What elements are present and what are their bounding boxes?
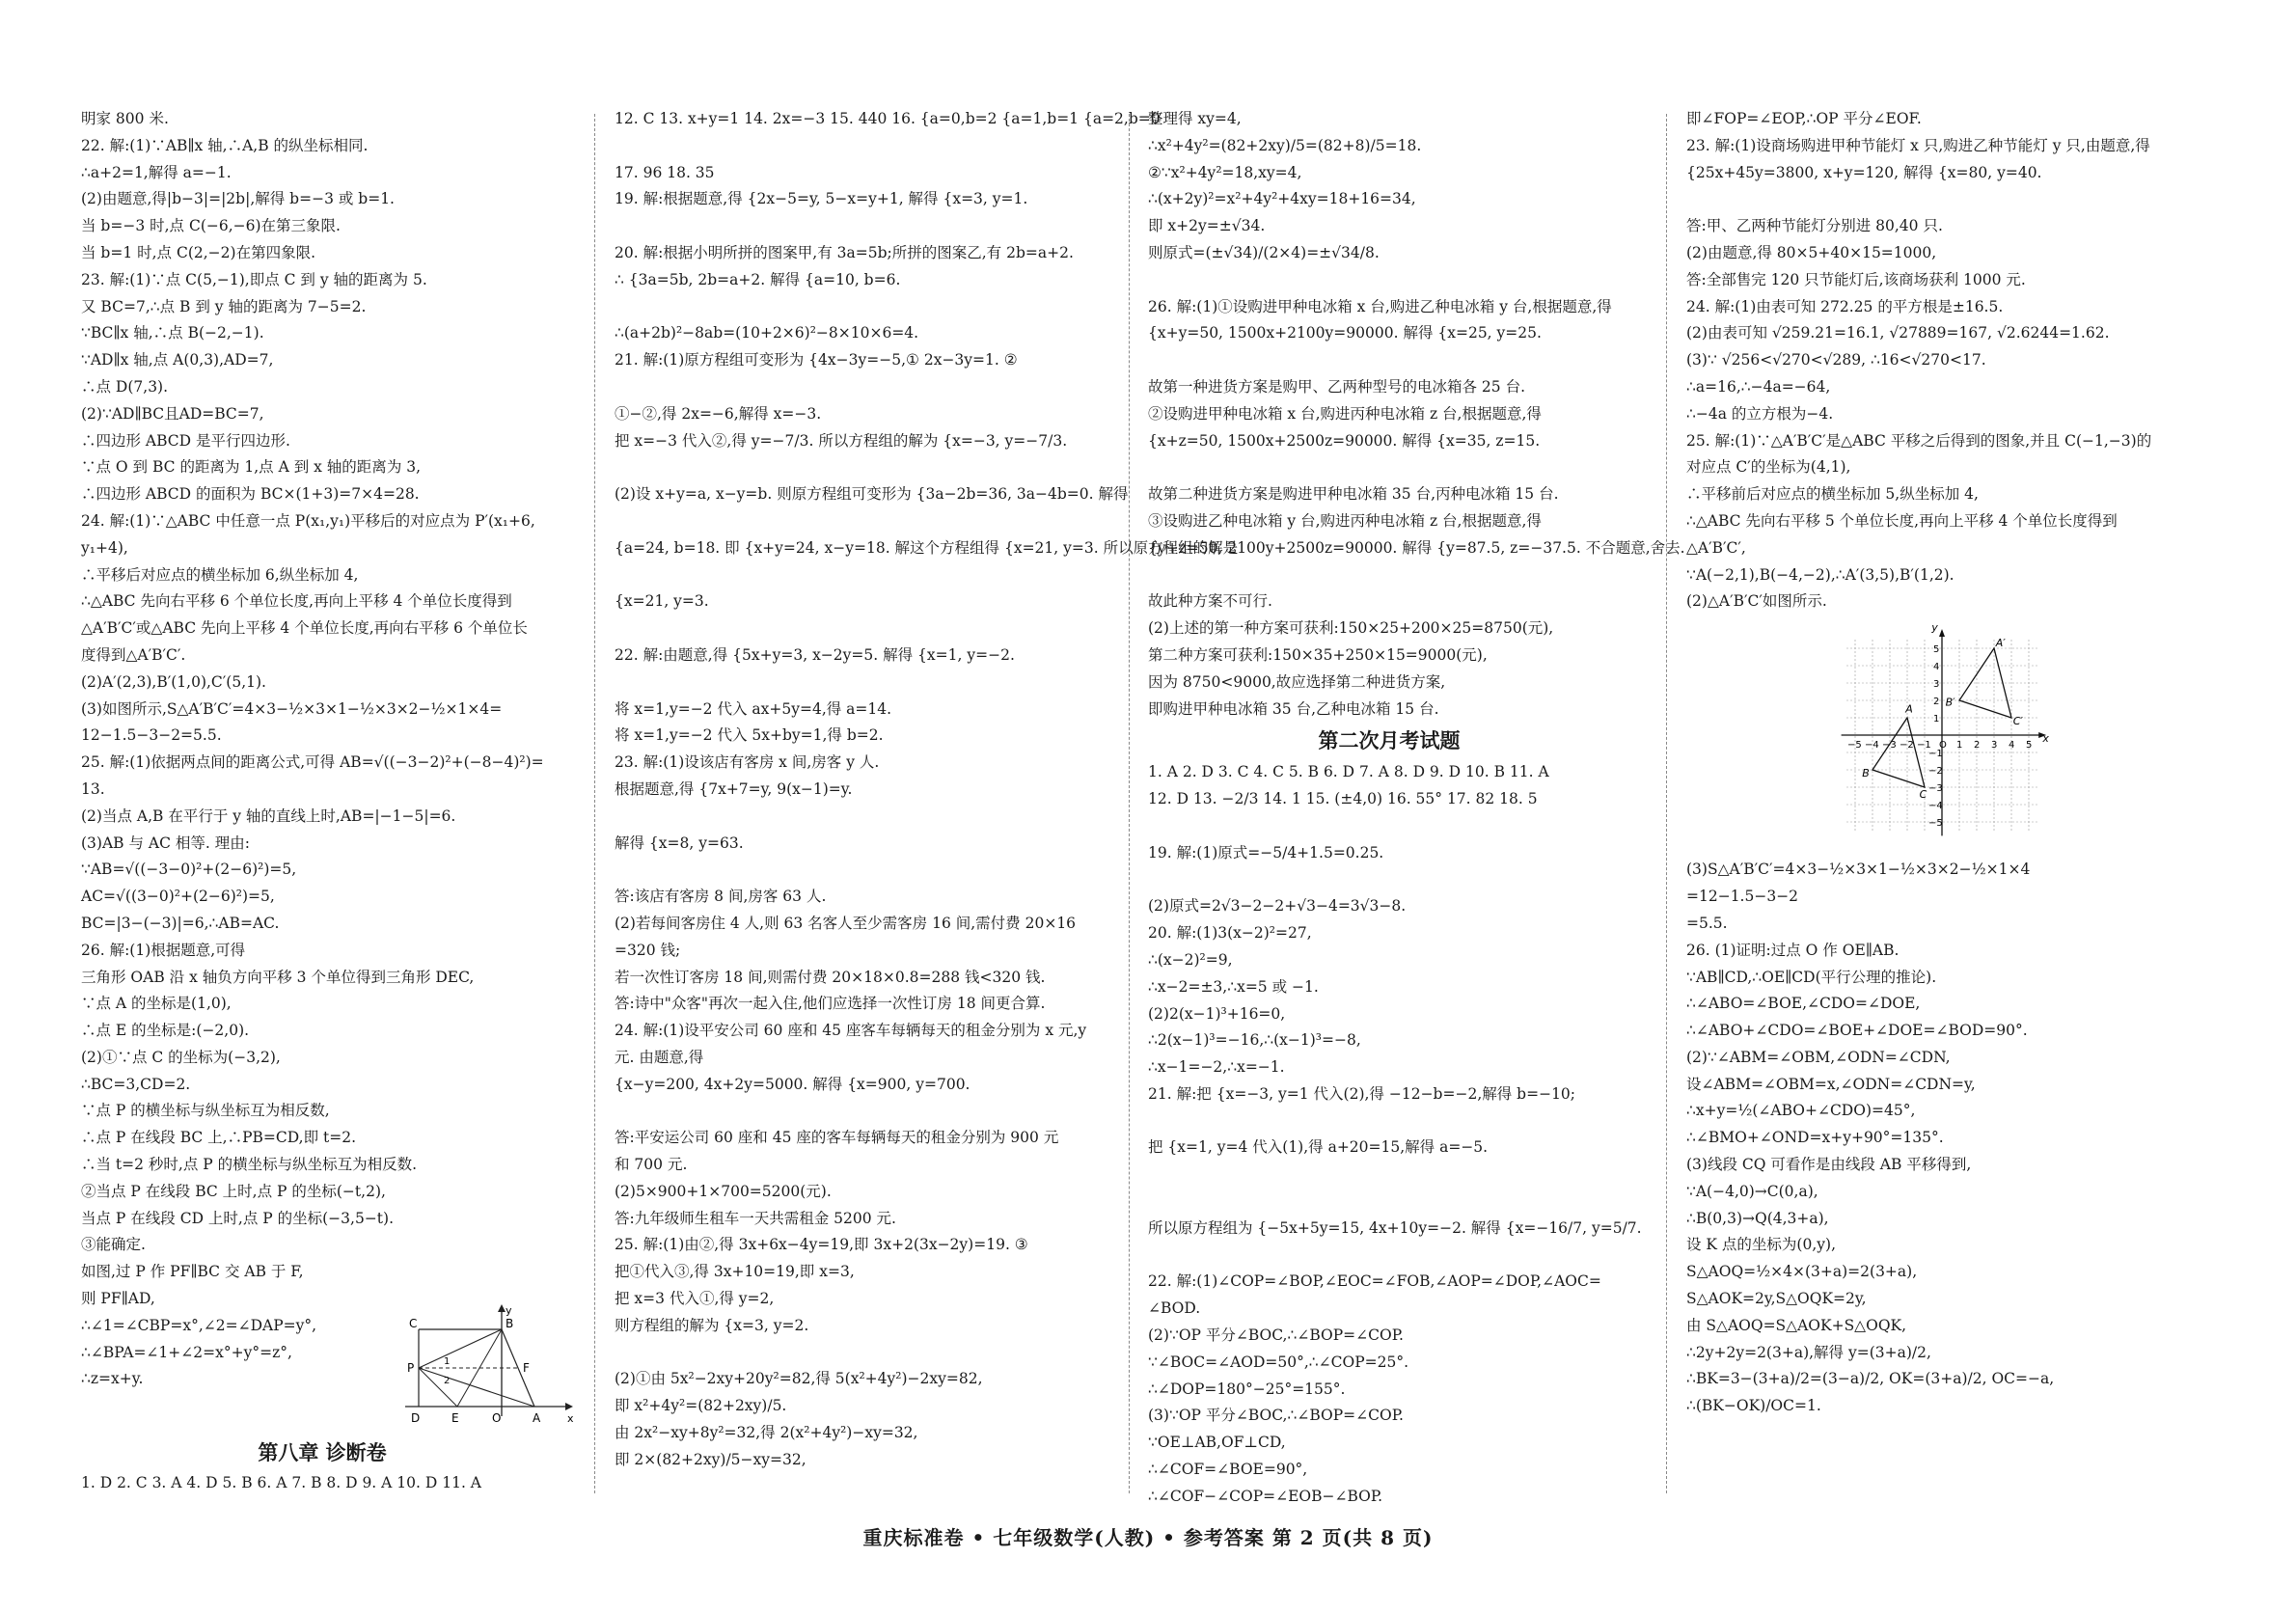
figure-label: x [567, 1412, 574, 1425]
coordinate-grid-figure [1821, 621, 2063, 849]
answer-line [1148, 813, 1630, 840]
answer-line: 19. 解:根据题意,得 {2x−5=y, 5−x=y+1, 解得 {x=3, y=1. [615, 190, 1028, 208]
answer-line: 12. C 13. x+y=1 14. 2x=−3 15. 440 16. {a=0,b=2 {a=1,b=1 {a=2,b=0 [615, 110, 1161, 127]
x-tick-label: −1 [1917, 740, 1931, 751]
x-tick-label: −2 [1900, 740, 1914, 751]
answer-line: ∵OE⊥AB,OF⊥CD, [1148, 1434, 1286, 1452]
answer-line: 设∠ABM=∠OBM=x,∠ODN=∠CDN=y, [1686, 1075, 1976, 1093]
column-divider [594, 114, 595, 1493]
answer-line: (2)①由 5x²−2xy+20y²=82,得 5(x²+4y²)−2xy=82, [615, 1370, 983, 1388]
answer-line: (3)如图所示,S△A′B′C′=4×3−½×3×1−½×3×2−½×1×4= [81, 699, 503, 718]
answer-line: 根据题意,得 {7x+7=y, 9(x−1)=y. [615, 779, 853, 798]
answer-line: ∴BK=3−(3+a)/2=(3−a)/2, OK=(3+a)/2, OC=−a, [1686, 1370, 2055, 1388]
answer-line: 答:全部售完 120 只节能灯后,该商场获利 1000 元. [1686, 270, 2026, 288]
answer-line: 对应点 C′的坐标为(4,1), [1686, 458, 1851, 477]
figure-label: A [533, 1411, 541, 1425]
answer-line: 23. 解:(1)设商场购进甲种节能灯 x 只,购进乙种节能灯 y 只,由题意,得 [1686, 136, 2150, 154]
chapter8-choice-answers: 1. D 2. C 3. A 4. D 5. B 6. A 7. B 8. D 9. A 10. D 11. A [81, 1474, 481, 1491]
answer-line: 即 x+2y=±√34. [1148, 217, 1266, 235]
answer-line [1148, 454, 1630, 481]
answer-line: {x=21, y=3. [615, 592, 709, 611]
answer-line: 22. 解:由题意,得 {5x+y=3, x−2y=5. 解得 {x=1, y=−2. [615, 645, 1015, 664]
answer-line: 度得到△A′B′C′. [81, 645, 186, 664]
answer-line: 故第一种进货方案是购甲、乙两种型号的电冰箱各 25 台. [1148, 377, 1526, 396]
figure-label: B′ [1945, 696, 1955, 709]
answer-line: ②当点 P 在线段 BC 上时,点 P 的坐标(−t,2), [81, 1182, 386, 1200]
answer-line: 答:该店有客房 8 间,房客 63 人. [615, 888, 827, 906]
answer-line: 答:平安运公司 60 座和 45 座的客车每辆每天的租金分别为 900 元 [615, 1129, 1059, 1147]
answer-line: 23. 解:(1)∵点 C(5,−1),即点 C 到 y 轴的距离为 5. [81, 270, 427, 288]
figure-label: C [409, 1317, 418, 1330]
answer-line: 26. 解:(1)①设购进甲种电冰箱 x 台,购进乙种电冰箱 y 台,根据题意,得 [1148, 297, 1612, 315]
answer-line: ∴(a+2b)²−8ab=(10+2×6)²−8×10×6=4. [615, 324, 919, 342]
answer-line: 即购进甲种电冰箱 35 台,乙种电冰箱 15 台. [1148, 699, 1439, 718]
answer-line: (2)由题意,得|b−3|=|2b|,解得 b=−3 或 b=1. [81, 190, 395, 208]
answer-line: 答:九年级师生租车一天共需租金 5200 元. [615, 1209, 896, 1227]
answer-line: ∴BC=3,CD=2. [81, 1075, 191, 1093]
answer-line: (3)线段 CQ 可看作是由线段 AB 平移得到, [1686, 1156, 1972, 1174]
answer-line: (2)△A′B′C′如图所示. [1686, 592, 1827, 611]
answer-line: ∴△ABC 先向右平移 5 个单位长度,再向上平移 4 个单位长度得到 [1686, 511, 2118, 530]
answer-line: 将 x=1,y=−2 代入 5x+by=1,得 b=2. [615, 726, 884, 745]
answer-line: 24. 解:(1)由表可知 272.25 的平方根是±16.5. [1686, 297, 2004, 315]
answer-line: ∴∠BMO+∠OND=x+y+90°=135°. [1686, 1129, 1944, 1147]
y-tick-label: −1 [1928, 749, 1943, 759]
figure-label: D [411, 1411, 421, 1425]
figure-label: 2 [444, 1376, 451, 1386]
answer-line: (2)∵OP 平分∠BOC,∴∠BOP=∠COP. [1148, 1326, 1404, 1345]
answer-line: 整理得 xy=4, [1148, 110, 1242, 127]
answer-line: 26. 解:(1)根据题意,可得 [81, 941, 246, 959]
answer-line: (2)由表可知 √259.21=16.1, √27889=167, √2.6244=1.62. [1686, 324, 2110, 342]
answer-line: (2)原式=2√3−2−2+√3−4=3√3−8. [1148, 897, 1407, 916]
answer-line: △A′B′C′, [1686, 538, 1746, 557]
answer-line: ∴∠BPA=∠1+∠2=x°+y°=z°, [81, 1343, 292, 1361]
answer-line: ∴(x+2y)²=x²+4y²+4xy=18+16=34, [1148, 190, 1416, 208]
answer-line: 把 x=−3 代入②,得 y=−7/3. 所以方程组的解为 {x=−3, y=−7/3. [615, 431, 1068, 450]
figure-label: A [1905, 702, 1913, 716]
answer-line: (2)5×900+1×700=5200(元). [615, 1182, 832, 1200]
x-tick-label: 2 [1974, 740, 1981, 751]
parallel-lines-figure [396, 1302, 579, 1428]
answer-line: ∵AD∥x 轴,点 A(0,3),AD=7, [81, 351, 274, 369]
answer-line: 25. 解:(1)∵△A′B′C′是△ABC 平移之后得到的图象,并且 C(−1,−3)的 [1686, 431, 2152, 450]
answer-line [615, 508, 1097, 535]
answer-line: {x+z=50, 1500x+2500z=90000. 解得 {x=35, z=15. [1148, 431, 1541, 450]
answer-line: △A′B′C′或△ABC 先向上平移 4 个单位长度,再向右平移 6 个单位长 [81, 619, 528, 638]
figure-label: x [2042, 732, 2049, 746]
answer-line: (2)当点 A,B 在平行于 y 轴的直线上时,AB=|−1−5|=6. [81, 806, 456, 825]
answer-line: (2)①∵点 C 的坐标为(−3,2), [81, 1048, 281, 1066]
answer-line: ∴平移后对应点的横坐标加 6,纵坐标加 4, [81, 565, 359, 584]
answer-line: 即 x²+4y²=(82+2xy)/5. [615, 1397, 787, 1415]
x-tick-label: O [1939, 740, 1947, 751]
figure-label: C [1919, 787, 1927, 801]
answer-line [615, 213, 1097, 240]
figure-label: A′ [1995, 637, 2006, 650]
answer-line: 将 x=1,y=−2 代入 ax+5y=4,得 a=14. [615, 699, 892, 718]
answer-line: 当点 P 在线段 CD 上时,点 P 的坐标(−3,5−t). [81, 1209, 395, 1227]
answer-line: ∴x−1=−2,∴x=−1. [1148, 1058, 1285, 1077]
answer-line: y₁+4), [81, 538, 128, 557]
answer-line: ∴−4a 的立方根为−4. [1686, 404, 1834, 423]
answer-line [1148, 867, 1630, 894]
answer-line [1686, 186, 2188, 213]
y-tick-label: 4 [1933, 662, 1940, 672]
answer-line: ②设购进甲种电冰箱 x 台,购进丙种电冰箱 z 台,根据题意,得 [1148, 404, 1542, 423]
answer-line: ∵AB∥CD,∴OE∥CD(平行公理的推论). [1686, 968, 1937, 986]
figure-label: F [523, 1361, 530, 1375]
answer-line [615, 1340, 1097, 1367]
answer-line: 24. 解:(1)设平安公司 60 座和 45 座客车每辆每天的租金分别为 x 元,y [615, 1022, 1087, 1040]
answer-line [1148, 347, 1630, 374]
answer-line: 第二种方案可获利:150×35+250×15=9000(元), [1148, 645, 1488, 664]
answer-line [615, 857, 1097, 884]
answer-line: ∴点 E 的坐标是:(−2,0). [81, 1022, 250, 1040]
answer-line: 当 b=1 时,点 C(2,−2)在第四象限. [81, 243, 315, 261]
y-tick-label: −4 [1928, 801, 1943, 811]
answer-line: {y+z=50, 2100y+2500z=90000. 解得 {y=87.5, z=−37.5. 不合题意,舍去. [1148, 538, 1685, 557]
answer-line: 25. 解:(1)依据两点间的距离公式,可得 AB=√((−3−2)²+(−8−4)²)= [81, 753, 544, 772]
answer-line: (2)若每间客房住 4 人,则 63 名客人至少需客房 16 间,需付费 20×16 [615, 914, 1077, 932]
answer-column-3 [1148, 106, 1685, 1505]
answer-line: 则方程组的解为 {x=3, y=2. [615, 1316, 809, 1334]
x-tick-label: 3 [1991, 740, 1998, 751]
answer-line: ∴B(0,3)→Q(4,3+a), [1686, 1209, 1829, 1227]
answer-line [615, 133, 1097, 160]
answer-line: ∴四边形 ABCD 是平行四边形. [81, 431, 290, 450]
y-tick-label: 3 [1933, 679, 1940, 690]
answer-line: {a=24, b=18. 即 {x+y=24, x−y=18. 解这个方程组得 {x=21, y=3. 所以原方程组的解是 [615, 538, 1239, 557]
answer-line: 由 2x²−xy+8y²=32,得 2(x²+4y²)−xy=32, [615, 1424, 918, 1442]
answer-line: 故第二种进货方案是购进甲种电冰箱 35 台,丙种电冰箱 15 台. [1148, 485, 1559, 504]
x-tick-label: 1 [1956, 740, 1963, 751]
answer-line: 12. D 13. −2/3 14. 1 15. (±4,0) 16. 55° 17. 82 18. 5 [1148, 790, 1538, 808]
y-tick-label: 2 [1933, 697, 1940, 707]
answer-line: ∴点 P 在线段 BC 上,∴PB=CD,即 t=2. [81, 1129, 357, 1147]
answer-line: 1. A 2. D 3. C 4. C 5. B 6. D 7. A 8. D 9. D 10. B 11. A [1148, 763, 1549, 781]
answer-line: ③设购进乙种电冰箱 y 台,购进丙种电冰箱 z 台,根据题意,得 [1148, 511, 1542, 530]
answer-line [1148, 267, 1630, 294]
answer-line: 即∠FOP=∠EOP,∴OP 平分∠EOF. [1686, 110, 1922, 127]
answer-line [1148, 1108, 1630, 1135]
answer-line: ∵A(−2,1),B(−4,−2),∴A′(3,5),B′(1,2). [1686, 565, 1954, 584]
answer-line: ∵AB=√((−3−0)²+(2−6)²)=5, [81, 861, 297, 879]
figure-label: C′ [2012, 715, 2023, 728]
section-title: 第二次月考试题 [1318, 729, 1461, 753]
answer-line [615, 1098, 1097, 1125]
answer-line: 三角形 OAB 沿 x 轴负方向平移 3 个单位得到三角形 DEC, [81, 968, 475, 986]
answer-line: (2)∵∠ABM=∠OBM,∠ODN=∠CDN, [1686, 1048, 1951, 1066]
figure-label: 1 [444, 1356, 451, 1367]
figure-label: O [492, 1411, 502, 1425]
answer-line: ∴∠COF=∠BOE=90°, [1148, 1461, 1308, 1479]
answer-line: 23. 解:(1)设该店有客房 x 间,房客 y 人. [615, 753, 880, 772]
answer-line: BC=|3−(−3)|=6,∴AB=AC. [81, 914, 280, 932]
answer-line: (2)设 x+y=a, x−y=b. 则原方程组可变形为 {3a−2b=36, 3a−4b=0. 解得 [615, 485, 1129, 504]
answer-line: 17. 96 18. 35 [615, 163, 715, 181]
answer-line: 21. 解:(1)原方程组可变形为 {4x−3y=−5,① 2x−3y=1. ② [615, 351, 1018, 369]
answer-line: ③能确定. [81, 1236, 146, 1254]
column-divider [1666, 114, 1667, 1493]
answer-line: =12−1.5−3−2 [1686, 888, 1799, 906]
answer-line: 把 x=3 代入①,得 y=2, [615, 1290, 775, 1308]
answer-line: ∴∠1=∠CBP=x°,∠2=∠DAP=y°, [81, 1316, 317, 1334]
answer-line [615, 615, 1097, 642]
answer-line: 由 S△AOQ=S△AOK+S△OQK, [1686, 1316, 1907, 1334]
answer-line: (2)上述的第一种方案可获利:150×25+200×25=8750(元), [1148, 619, 1554, 638]
answer-line: =5.5. [1686, 914, 1728, 932]
answer-line: 19. 解:(1)原式=−5/4+1.5=0.25. [1148, 843, 1384, 861]
answer-line [615, 454, 1097, 481]
answer-line: ∴点 D(7,3). [81, 377, 169, 396]
answer-line: ∵点 O 到 BC 的距离为 1,点 A 到 x 轴的距离为 3, [81, 458, 422, 477]
answer-line: (3)∵ √256<√270<√289, ∴16<√270<17. [1686, 351, 1986, 369]
answer-line: 把 {x=1, y=4 代入(1),得 a+20=15,解得 a=−5. [1148, 1138, 1489, 1157]
answer-line [1148, 1189, 1630, 1216]
answer-line: ∴2(x−1)³=−16,∴(x−1)³=−8, [1148, 1031, 1361, 1050]
answer-line: ∴a=16,∴−4a=−64, [1686, 377, 1831, 396]
y-tick-label: 1 [1933, 714, 1940, 724]
answer-line: ∴当 t=2 秒时,点 P 的横坐标与纵坐标互为相反数. [81, 1156, 418, 1174]
page-footer: 重庆标准卷 • 七年级数学(人教) • 参考答案 第 2 页(共 8 页) [862, 1526, 1434, 1549]
answer-line: 当 b=−3 时,点 C(−6,−6)在第三象限. [81, 217, 341, 235]
figure-label: P [407, 1361, 415, 1375]
y-tick-label: 5 [1933, 644, 1940, 655]
answer-line: 元. 由题意,得 [615, 1048, 704, 1066]
answer-line: ①−②,得 2x=−6,解得 x=−3. [615, 404, 822, 423]
answer-line: 21. 解:把 {x=−3, y=1 代入(2),得 −12−b=−2,解得 b=−10; [1148, 1084, 1576, 1103]
answer-line: 24. 解:(1)∵△ABC 中任意一点 P(x₁,y₁)平移后的对应点为 P′(x₁+6, [81, 511, 535, 530]
answer-line: {x−y=200, 4x+2y=5000. 解得 {x=900, y=700. [615, 1075, 970, 1093]
column-divider [1129, 114, 1130, 1493]
answer-line: ∴x−2=±3,∴x=5 或 −1. [1148, 977, 1319, 996]
answer-line: (2)A′(2,3),B′(1,0),C′(5,1). [81, 672, 266, 691]
answer-line: 则 PF∥AD, [81, 1290, 155, 1308]
answer-line: ∴a+2=1,解得 a=−1. [81, 163, 232, 181]
answer-line: S△AOQ=½×4×(3+a)=2(3+a), [1686, 1263, 1918, 1281]
answer-line: ∴x+y=½(∠ABO+∠CDO)=45°, [1686, 1102, 1916, 1120]
answer-line: 22. 解:(1)∵AB∥x 轴,∴A,B 的纵坐标相同. [81, 136, 369, 154]
answer-line: ∠BOD. [1148, 1299, 1201, 1318]
answer-line [615, 374, 1097, 401]
section-title-chapter8: 第八章 诊断卷 [258, 1441, 387, 1464]
y-tick-label: −5 [1928, 818, 1943, 829]
answer-line: 解得 {x=8, y=63. [615, 834, 744, 852]
answer-line: ∴∠DOP=180°−25°=155°. [1148, 1380, 1346, 1398]
x-tick-label: −5 [1847, 740, 1862, 751]
answer-line: 13. [81, 779, 105, 798]
answer-line: ∴2y+2y=2(3+a),解得 y=(3+a)/2, [1686, 1343, 1931, 1361]
answer-line: ∵BC∥x 轴,∴点 B(−2,−1). [81, 324, 264, 342]
answer-line: 26. (1)证明:过点 O 作 OE∥AB. [1686, 941, 1900, 959]
answer-line: ∵点 P 的横坐标与纵坐标互为相反数, [81, 1102, 330, 1120]
answer-line [1148, 1243, 1630, 1270]
answer-line [1148, 562, 1630, 589]
answer-line: 22. 解:(1)∠COP=∠BOP,∠EOC=∠FOB,∠AOP=∠DOP,∠AOC= [1148, 1272, 1601, 1291]
figure-label: E [451, 1411, 459, 1425]
answer-line [615, 294, 1097, 321]
figure-label: B [1862, 767, 1870, 780]
answer-line: AC=√((3−0)²+(2−6)²)=5, [81, 888, 275, 906]
answer-line [615, 562, 1097, 589]
answer-line: {x+y=50, 1500x+2100y=90000. 解得 {x=25, y=25. [1148, 324, 1542, 342]
x-tick-label: −3 [1882, 740, 1897, 751]
answer-line: ∴平移前后对应点的横坐标加 5,纵坐标加 4, [1686, 485, 1979, 504]
y-tick-label: −3 [1928, 783, 1943, 794]
answer-line: (3)∵OP 平分∠BOC,∴∠BOP=∠COP. [1148, 1407, 1404, 1425]
answer-line: (3)S△A′B′C′=4×3−½×3×1−½×3×2−½×1×4 [1686, 861, 2031, 879]
answer-line: {25x+45y=3800, x+y=120, 解得 {x=80, y=40. [1686, 163, 2042, 181]
y-tick-label: −2 [1928, 766, 1943, 777]
answer-line: ∵∠BOC=∠AOD=50°,∴∠COP=25°. [1148, 1353, 1409, 1371]
answer-line: ∴△ABC 先向右平移 6 个单位长度,再向上平移 4 个单位长度得到 [81, 592, 512, 611]
answer-line: 20. 解:根据小明所拼的图案甲,有 3a=5b;所拼的图案乙,有 2b=a+2. [615, 243, 1074, 261]
answer-line: 答:诗中"众客"再次一起入住,他们应选择一次性订房 18 间更合算. [615, 995, 1046, 1013]
answer-line: ∵A(−4,0)→C(0,a), [1686, 1182, 1818, 1200]
x-tick-label: 5 [2026, 740, 2033, 751]
answer-line: ∴(x−2)²=9, [1148, 950, 1233, 969]
answer-line: ∴四边形 ABCD 的面积为 BC×(1+3)=7×4=28. [81, 485, 420, 504]
answer-line [1148, 1162, 1630, 1189]
answer-line: 把①代入③,得 3x+10=19,即 x=3, [615, 1263, 855, 1281]
answer-line: (3)AB 与 AC 相等. 理由: [81, 834, 250, 852]
answer-line: 设 K 点的坐标为(0,y), [1686, 1236, 1837, 1254]
answer-line: ∴∠COF−∠COP=∠EOB−∠BOP. [1148, 1487, 1383, 1505]
figure-label: y [1931, 621, 1938, 634]
answer-line: ∴x²+4y²=(82+2xy)/5=(82+8)/5=18. [1148, 136, 1422, 154]
answer-line: 则原式=(±√34)/(2×4)=±√34/8. [1148, 243, 1380, 261]
answer-line: 25. 解:(1)由②,得 3x+6x−4y=19,即 3x+2(3x−2y)=19. ③ [615, 1236, 1028, 1254]
answer-line [615, 670, 1097, 697]
x-tick-label: 4 [2009, 740, 2015, 751]
answer-line: 答:甲、乙两种节能灯分别进 80,40 只. [1686, 217, 1943, 235]
x-tick-label: −4 [1865, 740, 1879, 751]
answer-column-1 [81, 106, 563, 1505]
answer-line: 若一次性订客房 18 间,则需付费 20×18×0.8=288 钱<320 钱. [615, 968, 1046, 986]
answer-line: 如图,过 P 作 PF∥BC 交 AB 于 F, [81, 1263, 304, 1281]
answer-line: ∴∠ABO+∠CDO=∠BOE+∠DOE=∠BOD=90°. [1686, 1022, 2028, 1040]
answer-line: ∴∠ABO=∠BOE,∠CDO=∠DOE, [1686, 995, 1921, 1013]
answer-line: ∴ {3a=5b, 2b=a+2. 解得 {a=10, b=6. [615, 270, 901, 288]
answer-line: 又 BC=7,∴点 B 到 y 轴的距离为 7−5=2. [81, 297, 367, 315]
answer-line: ∵点 A 的坐标是(1,0), [81, 995, 232, 1013]
answer-line: 因为 8750<9000,故应选择第二种进货方案, [1148, 672, 1446, 691]
answer-line: 12−1.5−3−2=5.5. [81, 726, 222, 745]
answer-line: 即 2×(82+2xy)/5−xy=32, [615, 1450, 806, 1468]
answer-line: ②∵x²+4y²=18,xy=4, [1148, 163, 1302, 181]
figure-label: y [506, 1304, 512, 1317]
figure-label: B [506, 1317, 514, 1330]
answer-line: ∴z=x+y. [81, 1370, 144, 1388]
answer-line: (2)∵AD∥BC且AD=BC=7, [81, 404, 264, 423]
answer-line: 和 700 元. [615, 1156, 688, 1174]
answer-line: =320 钱; [615, 941, 681, 959]
answer-line: 故此种方案不可行. [1148, 592, 1272, 611]
answer-line: 20. 解:(1)3(x−2)²=27, [1148, 924, 1312, 943]
answer-line: S△AOK=2y,S△OQK=2y, [1686, 1290, 1867, 1308]
answer-line: 明家 800 米. [81, 110, 169, 127]
answer-line: ∴(BK−OK)/OC=1. [1686, 1397, 1821, 1415]
answer-line: 所以原方程组为 {−5x+5y=15, 4x+10y=−2. 解得 {x=−16/7, y=5/7. [1148, 1218, 1642, 1237]
answer-line [615, 804, 1097, 831]
y-arrow [1939, 629, 1945, 637]
answer-line: (2)2(x−1)³+16=0, [1148, 1004, 1286, 1023]
answer-line: (2)由题意,得 80×5+40×15=1000, [1686, 243, 1937, 261]
